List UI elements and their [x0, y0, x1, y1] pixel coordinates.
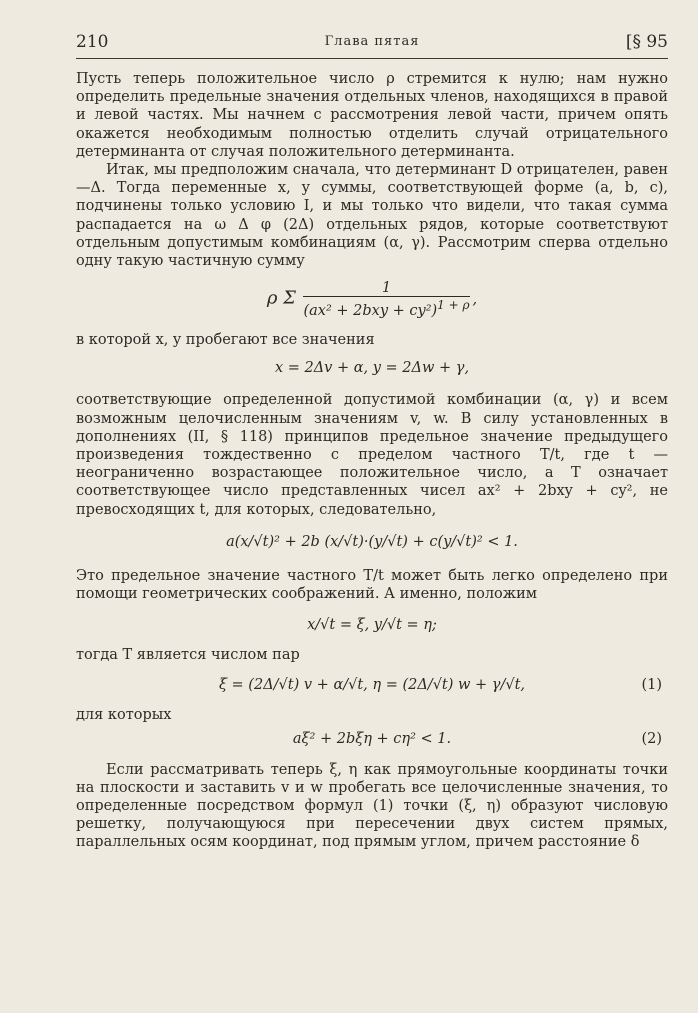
formula-pairs [76, 676, 668, 694]
formula-substitution: x/√t = ξ, y/√t = η; [307, 616, 437, 633]
paragraph: тогда T является числом пар [76, 646, 300, 663]
formula-condition [76, 730, 668, 748]
paragraph: Если рассматривать теперь ξ, η как прямоугольные координаты точки на плоскости и заставить v и w пробегать все целочисленные значения, то определенные посредством формул (1) точки (ξ, η) образуют числовую решетку, получающуюся при пересечении двух систем прямых, параллельных осям координат, под прямым углом, причем расстояние δ [76, 761, 668, 851]
sum-fraction [303, 280, 469, 319]
sum-denominator: (ax² + 2bxy + cy²) [303, 303, 438, 320]
equation-number: (2) [641, 731, 662, 748]
pairs-expression: ξ = (2Δ/√t) v + α/√t, η = (2Δ/√t) w + γ/√t, [218, 676, 526, 693]
sum-numerator: 1 [381, 280, 392, 297]
page-number: 210 [76, 32, 109, 52]
equation-number: (1) [641, 676, 662, 693]
paragraph: Пусть теперь положительное число ρ стремится к нулю; нам нужно определить предельные значения отдельных членов, находящихся в правой и левой частях. Мы начнем с рассмотрения левой части, причем опять окажется необходимым полностью отделить случай отрицательного детерминанта от случая положительного детерминанта. [76, 71, 668, 160]
paragraph: Это предельное значение частного T/t может быть легко определено при помощи геометрических соображений. А именно, положим [76, 568, 668, 603]
paragraph: в которой x, y пробегают все значения [76, 332, 375, 349]
chapter-title: Глава пятая [324, 34, 420, 49]
running-header [76, 32, 668, 54]
paragraph: Итак, мы предположим сначала, что детерминант D отрицателен, равен —Δ. Тогда переменные x, y суммы, соответствующей форме (a, b, c), подчинены только условию I, и мы только что видели, что такая сумма распадается на ω Δ φ (2Δ) отдельных рядов, которые соответствуют отдельным допустимым комбинациям (α, γ). Рассмотрим сперва отдельно одну такую частичную сумму [76, 162, 668, 270]
section-marker: [§ 95 [625, 32, 668, 52]
sum-prefix: ρ Σ [266, 287, 296, 309]
header-rule [76, 58, 668, 59]
formula-values: x = 2Δv + α, y = 2Δw + γ, [274, 360, 470, 377]
formula-sum: ρ Σ $\frac{1}{(ax^2 + 2bxy + cy^2)^{1 + \rho}}$ , [266, 280, 478, 320]
condition-expression: aξ² + 2bξη + cη² < 1. [292, 731, 452, 748]
paragraph: соответствующие определенной допустимой комбинации (α, γ) и всем возможным целочисленным значениям v, w. В силу установленных в дополнениях (II, § 118) принципов предельное значение предыдущего произведения тождественно с пределом частного T/t, где t — неограниченно возрастающее положительное число, а T означает соответствующее число представленных чисел ax² + 2bxy + cy², не превосходящих t, для которых, следовательно, [76, 392, 668, 518]
paragraph: для которых [76, 707, 172, 724]
sum-exponent: 1 + ρ [437, 298, 470, 313]
page-body [76, 70, 668, 852]
formula-inequality: a(x/√t)² + 2b (x/√t)·(y/√t) + c(y/√t)² < 1. [226, 533, 518, 550]
